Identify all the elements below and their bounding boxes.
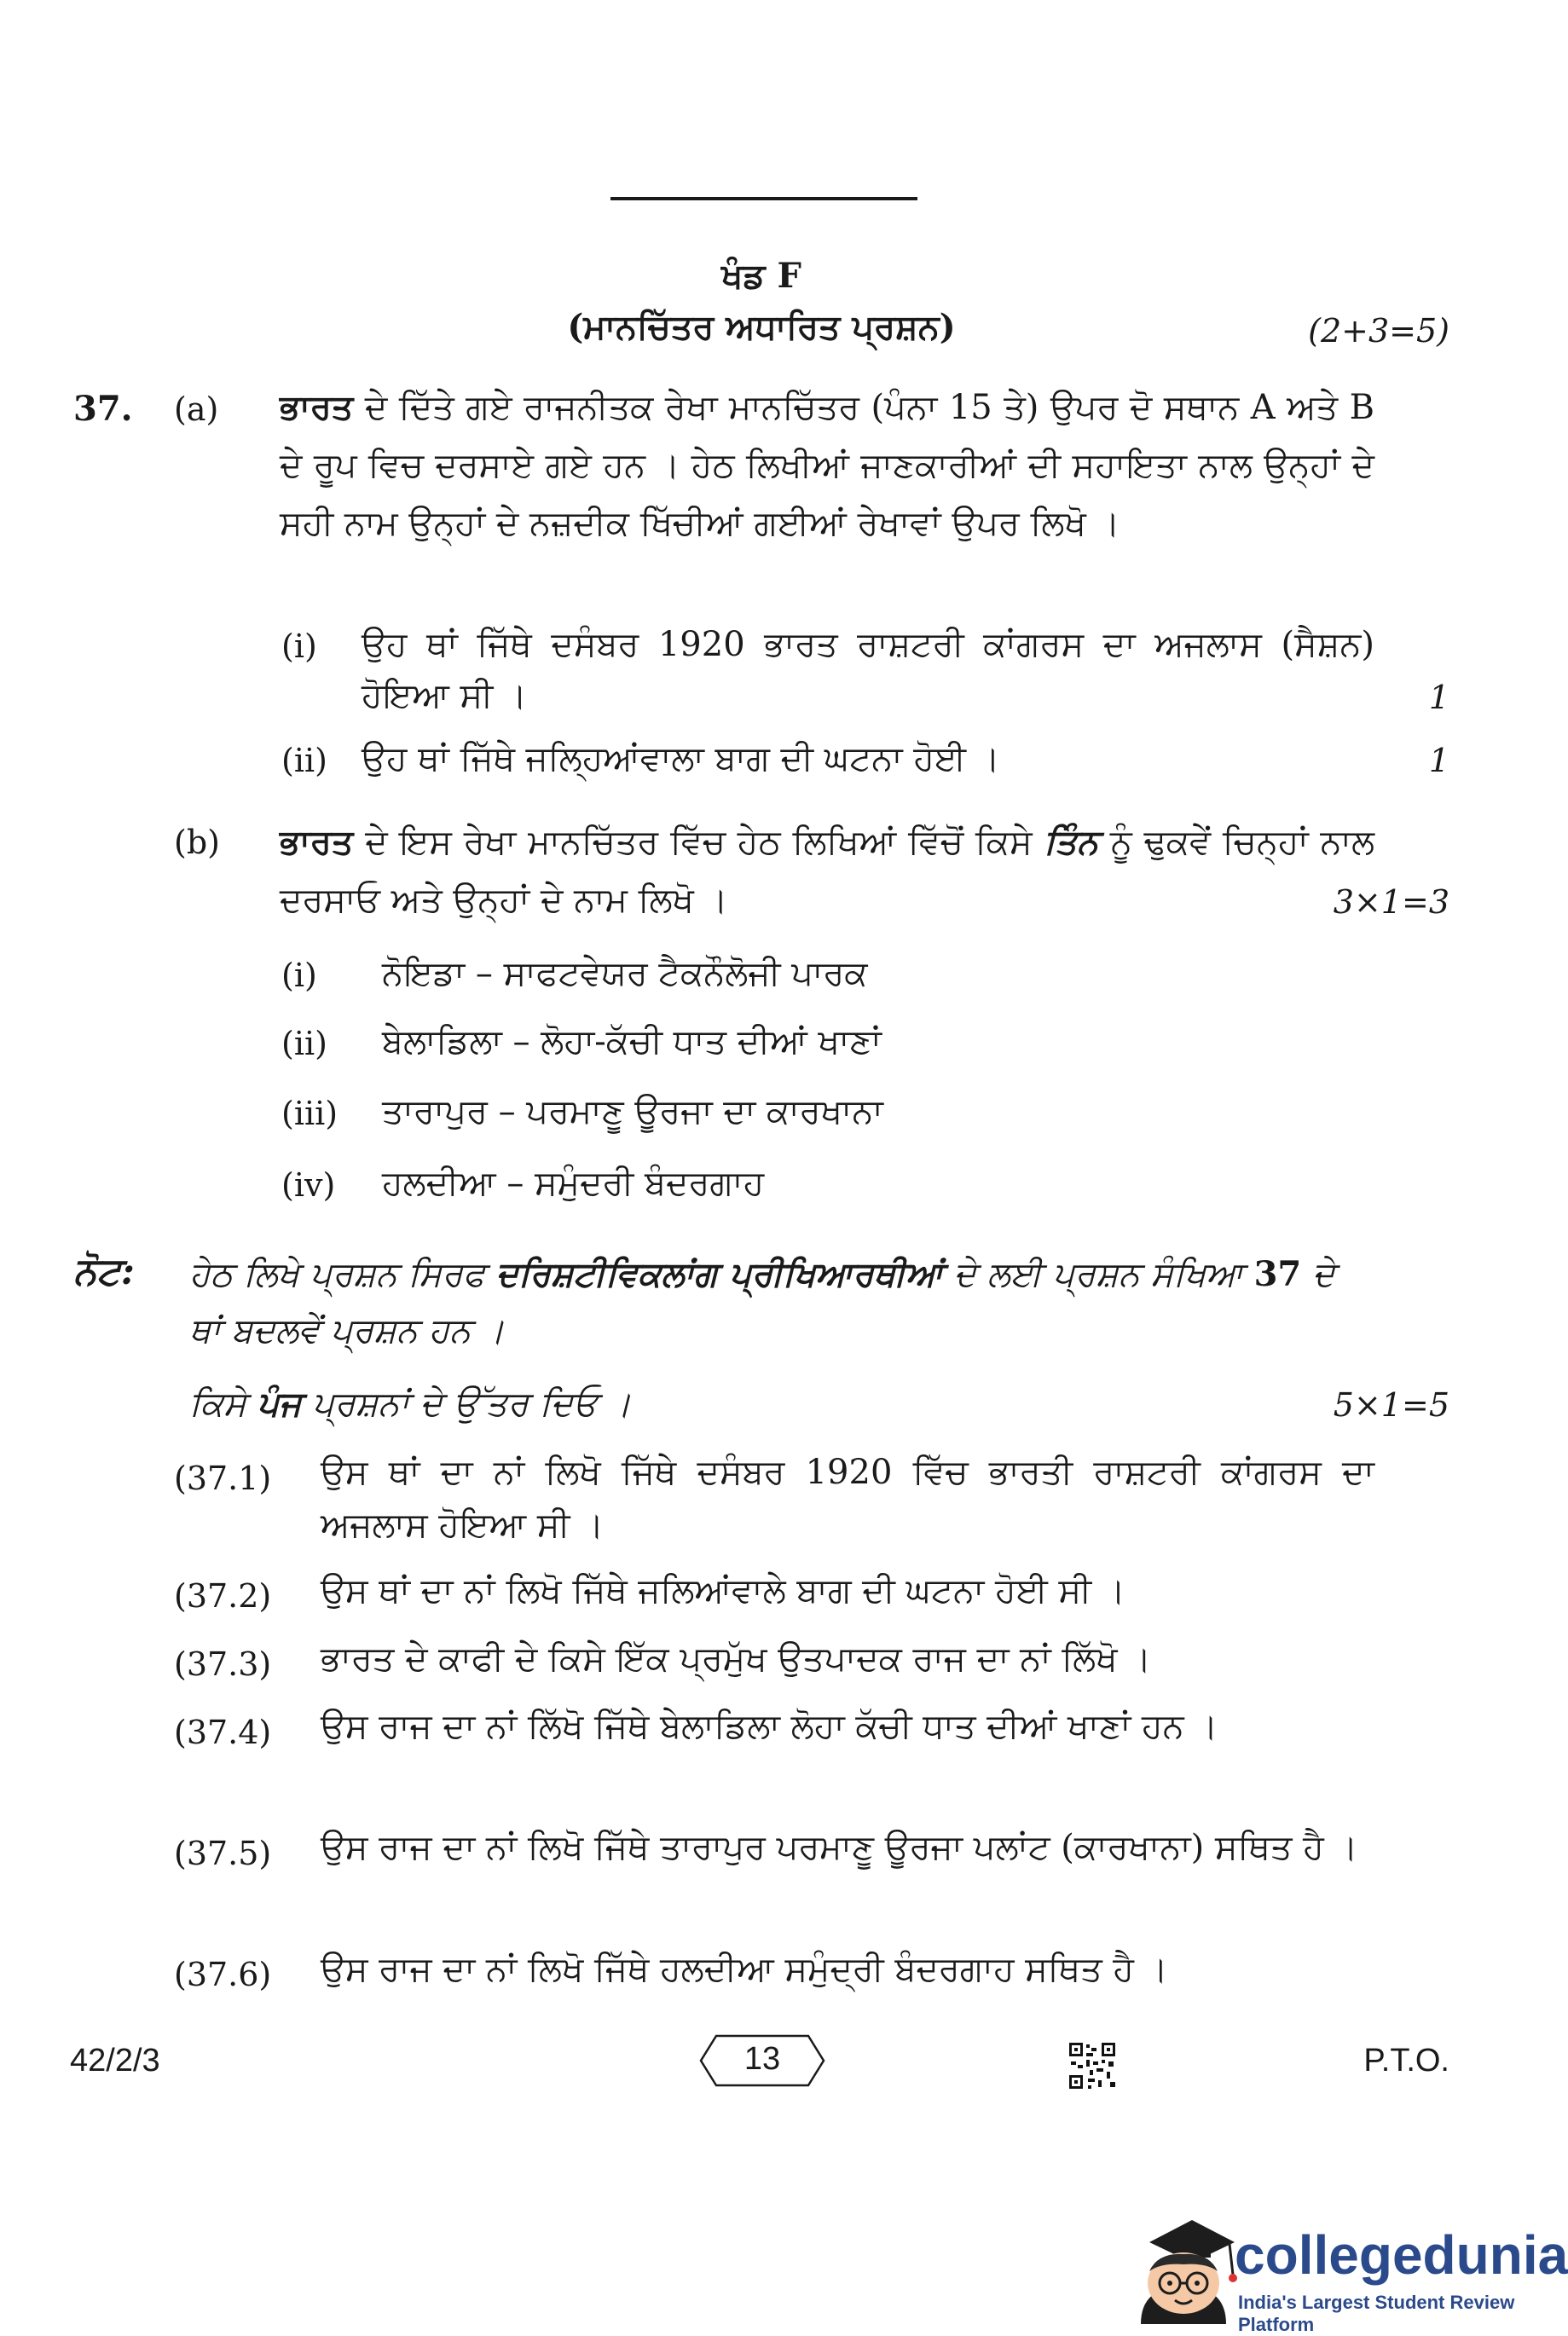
qr-code-graphic <box>1068 2041 1117 2090</box>
b-item-3-label: (iii) <box>281 1095 338 1132</box>
note-text <box>189 1246 1374 1359</box>
part-a-bold-lead: ਭਾਰਤ <box>280 387 354 427</box>
paper-code: 42/2/3 <box>70 2043 160 2079</box>
alt-q6-label: (37.6) <box>174 1956 272 1993</box>
inst-pre: ਕਿਸੇ <box>189 1385 257 1424</box>
alt-q3-label: (37.3) <box>174 1645 272 1683</box>
alt-q2-text: ਉਸ ਥਾਂ ਦਾ ਨਾਂ ਲਿਖੋ ਜਿੱਥੇ ਜਲਿਆਂਵਾਲੇ ਬਾਗ ਦੀ ਘਟਨਾ ਹੋਈ ਸੀ । <box>321 1571 1125 1610</box>
alt-q2-label: (37.2) <box>174 1577 272 1615</box>
part-b-emphasis: ਤਿੰਨ <box>1044 822 1098 862</box>
part-b-text <box>280 813 1374 929</box>
a-item-1-marks: 1 <box>1428 679 1449 716</box>
part-b-marks: 3×1=3 <box>1333 883 1449 921</box>
part-a-text <box>280 379 1374 552</box>
b-item-4-label: (iv) <box>281 1166 336 1204</box>
note-instruction <box>189 1376 631 1432</box>
a-item-2-label: (ii) <box>281 742 327 779</box>
part-b-bold-lead: ਭਾਰਤ <box>280 822 354 862</box>
note-pre: ਹੇਠ ਲਿਖੇ ਪ੍ਰਸ਼ਨ ਸਿਰਫ <box>189 1255 496 1294</box>
section-marks: (2+3=5) <box>1308 312 1449 350</box>
mascot-graphic <box>1124 2208 1243 2324</box>
note-post: ਦੇ ਥਾਂ ਬਦਲਵੇਂ ਪ੍ਰਸ਼ਨ ਹਨ । <box>189 1255 1335 1350</box>
student-mascot-icon <box>1124 2208 1243 2324</box>
alt-q4-label: (37.4) <box>174 1714 272 1751</box>
alt-q4-text: ਉਸ ਰਾਜ ਦਾ ਨਾਂ ਲਿੱਖੋ ਜਿੱਥੇ ਬੇਲਾਡਿਲਾ ਲੋਹਾ ਕੱਚੀ ਧਾਤ ਦੀਆਂ ਖਾਣਾਂ ਹਨ । <box>321 1707 1218 1746</box>
b-item-1-text: ਨੋਇਡਾ – ਸਾਫਟਵੇਯਰ ਟੈਕਨੌਲੋਜੀ ਪਾਰਕ <box>382 954 868 993</box>
inst-bold: ਪੰਜ <box>257 1384 302 1424</box>
pto-label: P.T.O. <box>1363 2043 1449 2079</box>
part-a-label: (a) <box>174 390 219 428</box>
part-b-label: (b) <box>174 824 220 861</box>
inst-post: ਪ੍ਰਸ਼ਨਾਂ ਦੇ ਉੱਤਰ ਦਿਓ । <box>301 1385 632 1424</box>
alt-q6-text: ਉਸ ਰਾਜ ਦਾ ਨਾਂ ਲਿਖੋ ਜਿੱਥੇ ਹਲਦੀਆ ਸਮੁੰਦ੍ਰੀ ਬੰਦਰਗਾਹ ਸਥਿਤ ਹੈ । <box>321 1950 1168 1989</box>
part-b-body-pre: ਦੇ ਇਸ ਰੇਖਾ ਮਾਨਚਿੱਤਰ ਵਿੱਚ ਹੇਠ ਲਿਖਿਆਂ ਵਿੱਚੋਂ ਕਿਸੇ <box>353 823 1044 862</box>
note-mid: ਦੇ ਲਈ ਪ੍ਰਸ਼ਨ ਸੰਖਿਆ <box>942 1255 1254 1294</box>
note-marks: 5×1=5 <box>1333 1386 1449 1424</box>
a-item-1-label: (i) <box>281 627 317 665</box>
a-item-1-text: ਉਹ ਥਾਂ ਜਿੱਥੇ ਦਸੰਬਰ 1920 ਭਾਰਤ ਰਾਸ਼ਟਰੀ ਕਾਂਗਰਸ ਦਾ ਅਜਲਾਸ (ਸੈਸ਼ਨ) ਹੋਇਆ ਸੀ । <box>362 625 1374 715</box>
alt-q1-text: ਉਸ ਥਾਂ ਦਾ ਨਾਂ ਲਿਖੋ ਜਿੱਥੇ ਦਸੰਬਰ 1920 ਵਿੱਚ ਭਾਰਤੀ ਰਾਸ਼ਟਰੀ ਕਾਂਗਰਸ ਦਾ ਅਜਲਾਸ ਹੋਇਆ ਸੀ । <box>321 1453 1374 1545</box>
a-item-2-text: ਉਹ ਥਾਂ ਜਿੱਥੇ ਜਲ੍ਹਿਆਂਵਾਲਾ ਬਾਗ ਦੀ ਘਟਨਾ ਹੋਈ । <box>362 739 1000 778</box>
qr-code-icon <box>1068 2041 1117 2090</box>
a-item-2-marks: 1 <box>1428 742 1449 779</box>
note-bold: ਦਰਿਸ਼ਟੀਵਿਕਲਾਂਗ ਪ੍ਰੀਖਿਆਰਥੀਆਂ <box>495 1254 943 1294</box>
section-subtitle: (ਮਾਨਚਿੱਤਰ ਅਧਾਰਿਤ ਪ੍ਰਸ਼ਨ) <box>567 307 956 347</box>
note-qref: 37 <box>1253 1254 1302 1294</box>
part-b-body-post: ਨੂੰ ਢੁਕਵੇਂ ਚਿਨ੍ਹਾਂ ਨਾਲ ਦਰਸਾਓ ਅਤੇ ਉਨ੍ਹਾਂ ਦੇ ਨਾਮ ਲਿਖੋ । <box>280 823 1375 920</box>
b-item-4-text: ਹਲਦੀਆ – ਸਮੁੰਦਰੀ ਬੰਦਰਗਾਹ <box>382 1164 765 1203</box>
note-label: ਨੋਟ: <box>73 1250 135 1293</box>
alt-q1-label: (37.1) <box>174 1460 272 1497</box>
page-number-box <box>699 2034 825 2087</box>
part-a-body: ਦੇ ਦਿੱਤੇ ਗਏ ਰਾਜਨੀਤਕ ਰੇਖਾ ਮਾਨਚਿੱਤਰ (ਪੰਨਾ 15 ਤੇ) ਉਪਰ ਦੋ ਸਥਾਨ A ਅਤੇ B ਦੇ ਰੂਪ ਵਿਚ ਦਰਸਾਏ ਗਏ ਹਨ । ਹੇਠ ਲਿਖੀਆਂ ਜਾਣਕਾਰੀਆਂ ਦੀ ਸਹਾਇਤਾ ਨਾਲ ਉਨ੍ਹਾਂ ਦੇ ਸਹੀ ਨਾਮ ਉਨ੍ਹਾਂ ਦੇ ਨਜ਼ਦੀਕ ਖਿੱਚੀਆਂ ਗਈਆਂ ਰੇਖਾਵਾਂ ਉਪਰ ਲਿਖੋ । <box>280 388 1374 543</box>
b-item-2-text: ਬੇਲਾਡਿਲਾ – ਲੋਹਾ-ਕੱਚੀ ਧਾਤ ਦੀਆਂ ਖਾਣਾਂ <box>382 1022 882 1061</box>
question-number: 37. <box>73 389 133 429</box>
top-rule <box>610 197 917 200</box>
watermark-tagline: India's Largest Student Review Platform <box>1238 2292 1515 2335</box>
alt-q5-text: ਉਸ ਰਾਜ ਦਾ ਨਾਂ ਲਿਖੋ ਜਿੱਥੇ ਤਾਰਾਪੁਰ ਪਰਮਾਣੂ ਊਰਜਾ ਪਲਾਂਟ (ਕਾਰਖਾਨਾ) ਸਥਿਤ ਹੈ । <box>321 1828 1358 1867</box>
b-item-1-label: (i) <box>281 957 317 994</box>
alt-q5-label: (37.5) <box>174 1835 272 1872</box>
b-item-2-label: (ii) <box>281 1025 327 1062</box>
b-item-3-text: ਤਾਰਾਪੁਰ – ਪਰਮਾਣੂ ਊਰਜਾ ਦਾ ਕਾਰਖਾਨਾ <box>382 1092 883 1131</box>
page-number: 13 <box>743 2041 781 2077</box>
section-title: ਖੰਡ F <box>721 256 801 296</box>
watermark-brand: collegedunia <box>1235 2224 1568 2286</box>
alt-q3-text: ਭਾਰਤ ਦੇ ਕਾਫੀ ਦੇ ਕਿਸੇ ਇੱਕ ਪ੍ਰਮੁੱਖ ਉਤਪਾਦਕ ਰਾਜ ਦਾ ਨਾਂ ਲਿੱਖੋ । <box>321 1639 1152 1679</box>
